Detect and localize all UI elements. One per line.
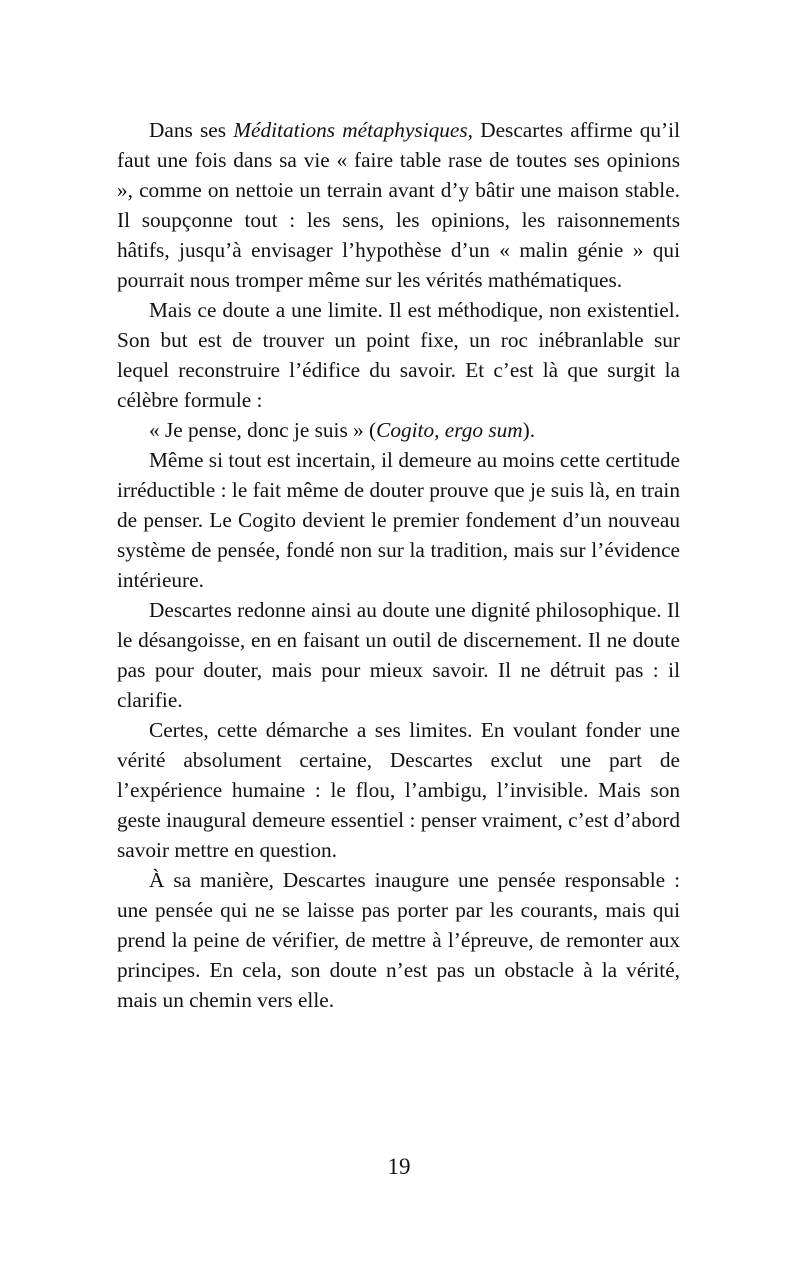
latin-phrase-italic: Cogito, ergo sum	[376, 418, 523, 442]
para-6-text: Certes, cette démarche a ses limites. En voulant fonder une vérité absolument certaine, Descartes exclut une part de l’expérience humaine : le flou, l’ambigu, l’invisible. Mais son geste inaugural demeure essentiel : penser vraiment, c’est d’abord savoir mettre en question.	[117, 718, 680, 862]
para-3-text-b: ).	[522, 418, 536, 442]
paragraph-1	[117, 115, 680, 295]
paragraph-6	[117, 715, 680, 865]
para-7-text: À sa manière, Descartes inaugure une pensée responsable : une pensée qui ne se laisse pas porter par les courants, mais qui prend la peine de vérifier, de mettre à l’épreuve, de remonter aux principes. En cela, son doute n’est pas un obstacle à la vérité, mais un chemin vers elle.	[117, 868, 680, 1012]
book-title-italic: Méditations métaphysiques	[233, 118, 468, 142]
paragraph-4	[117, 445, 680, 595]
paragraph-5	[117, 595, 680, 715]
para-3-text-a: « Je pense, donc je suis » (	[149, 418, 377, 442]
para-2-text: Mais ce doute a une limite. Il est méthodique, non existentiel. Son but est de trouver un point fixe, un roc inébranlable sur lequel reconstruire l’édifice du savoir. Et c’est là que surgit la célèbre formule :	[117, 298, 680, 412]
para-5-text: Descartes redonne ainsi au doute une dignité philosophique. Il le désangoisse, en en faisant un outil de discernement. Il ne doute pas pour douter, mais pour mieux savoir. Il ne détruit pas : il clarifie.	[117, 598, 680, 712]
para-1-text-b: , Descartes affirme qu’il faut une fois dans sa vie « faire table rase de toutes ses opinions », comme on nettoie un terrain avant d’y bâtir une maison stable. Il soupçonne tout : les sens, les opinions, les raisonnements hâtifs, jusqu’à envisager l’hypothèse d’un « malin génie » qui pourrait nous tromper même sur les vérités mathématiques.	[117, 118, 680, 292]
paragraph-2	[117, 295, 680, 415]
paragraph-7	[117, 865, 680, 1015]
para-1-text-a: Dans ses	[149, 118, 234, 142]
page-body	[117, 115, 680, 1015]
paragraph-3-quote	[117, 415, 680, 445]
para-4-text: Même si tout est incertain, il demeure au moins cette certitude irréductible : le fait même de douter prouve que je suis là, en train de penser. Le Cogito devient le premier fondement d’un nouveau système de pensée, fondé non sur la tradition, mais sur l’évidence intérieure.	[117, 448, 680, 592]
page-number: 19	[387, 1154, 411, 1179]
